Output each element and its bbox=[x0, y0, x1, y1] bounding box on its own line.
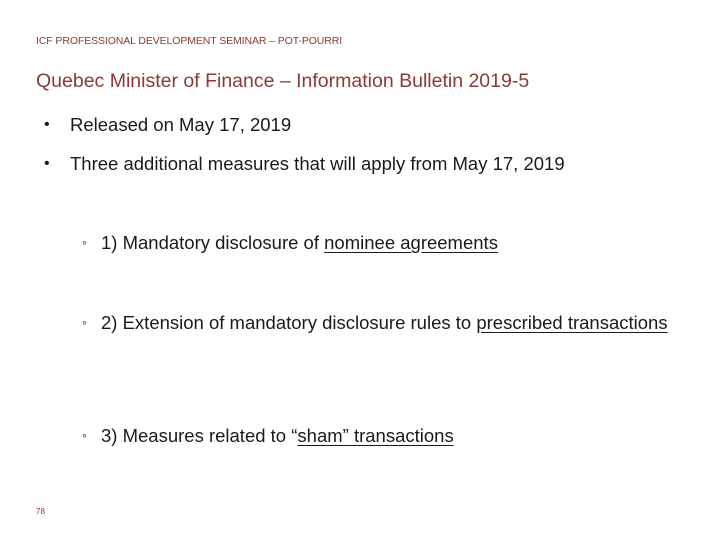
sub-bullet-item bbox=[82, 226, 701, 259]
sub-bullet-item bbox=[82, 306, 701, 339]
sub-bullet-underlined-text: prescribed transactions bbox=[476, 312, 668, 333]
page-number: 78 bbox=[36, 507, 45, 516]
slide-header: ICF PROFESSIONAL DEVELOPMENT SEMINAR – POT-POURRI bbox=[36, 35, 343, 47]
sub-bullet-text: 2) Extension of mandatory disclosure rules to bbox=[101, 312, 477, 333]
sub-bullet-text: 3) Measures related to “ bbox=[101, 425, 298, 446]
sub-bullet-text: 1) Mandatory disclosure of bbox=[101, 232, 325, 253]
sub-bullet-underlined-text: sham” transactions bbox=[297, 425, 454, 446]
bullet-marker: • bbox=[44, 155, 50, 172]
sub-bullet-marker: ◦ bbox=[82, 314, 87, 330]
sub-bullet-marker: ◦ bbox=[82, 427, 87, 443]
sub-bullet-marker: ◦ bbox=[82, 234, 87, 250]
bullet-marker: • bbox=[44, 116, 50, 133]
sub-bullet-underlined-text: nominee agreements bbox=[324, 232, 498, 253]
bullet-item bbox=[44, 151, 704, 177]
slide-title: Quebec Minister of Finance – Information Bulletin 2019-5 bbox=[36, 70, 530, 92]
bullet-list bbox=[44, 112, 704, 190]
sub-bullet-item bbox=[82, 419, 701, 452]
bullet-text: Three additional measures that will apply from May 17, 2019 bbox=[70, 153, 565, 174]
bullet-text: Released on May 17, 2019 bbox=[70, 114, 292, 135]
bullet-item bbox=[44, 112, 704, 138]
